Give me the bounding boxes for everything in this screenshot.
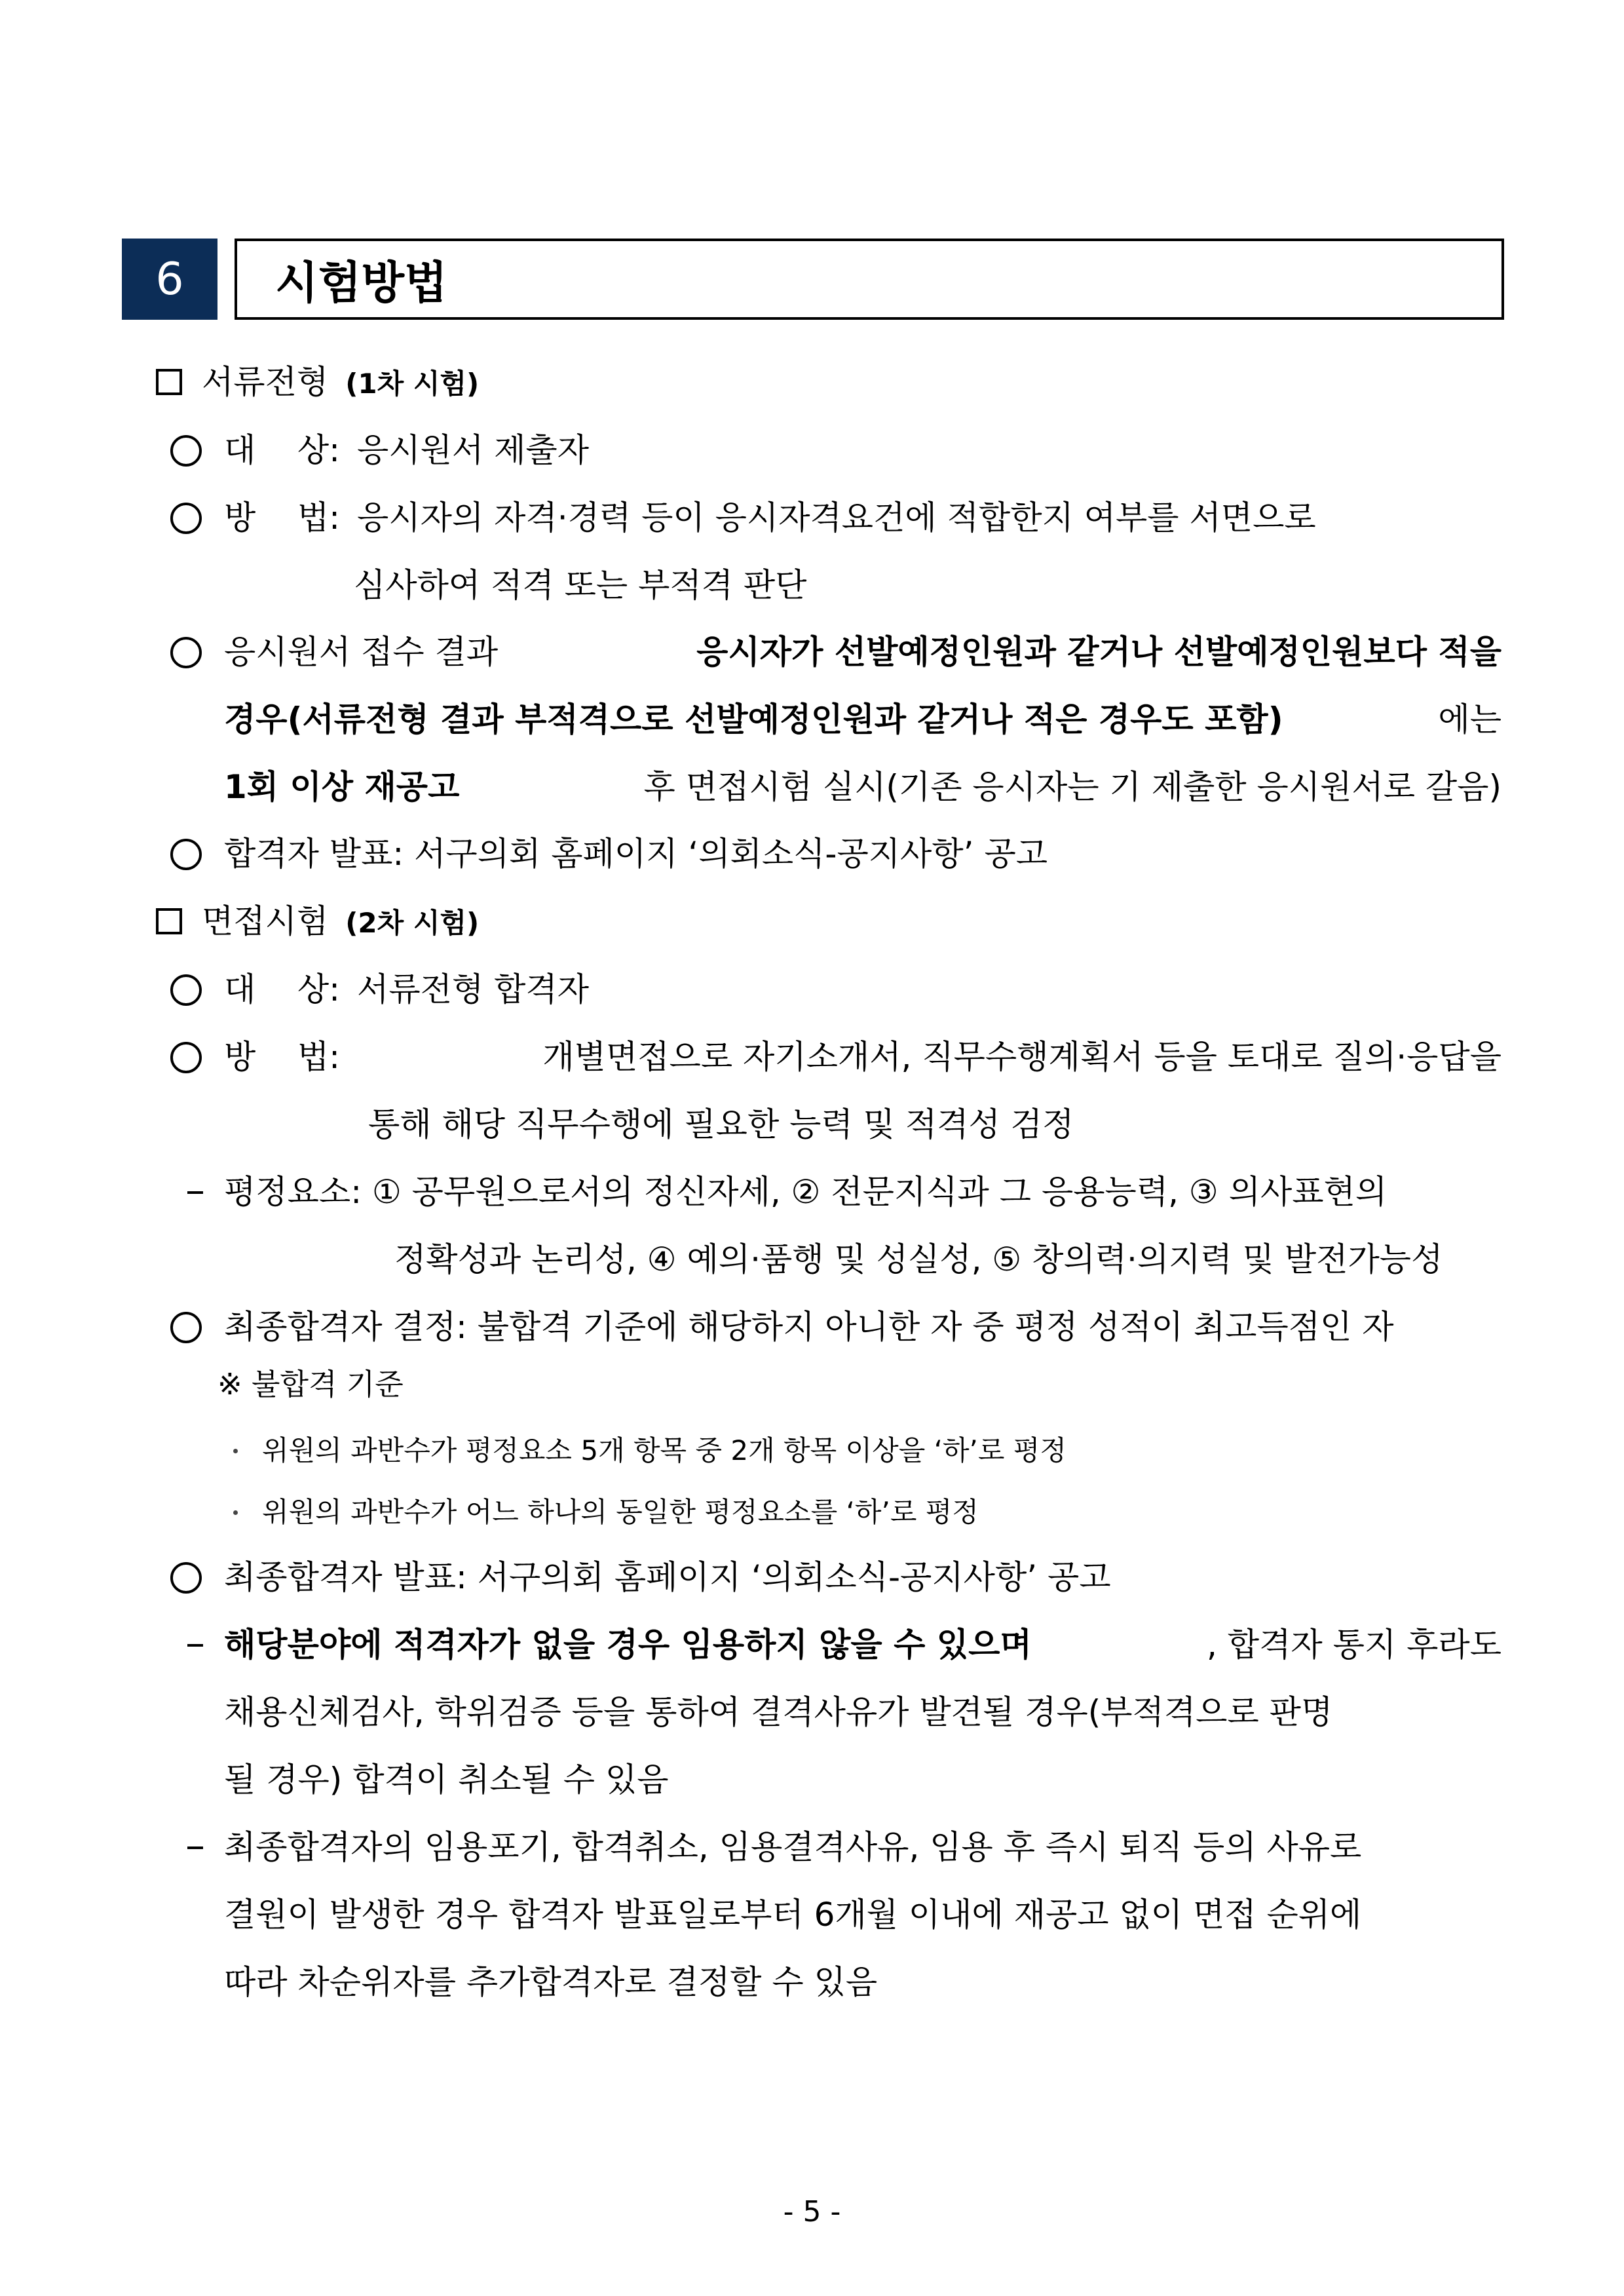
notice-text: 에는	[1438, 700, 1501, 738]
heading-subtext: (1차 시험)	[345, 368, 480, 400]
notice-bold: 경우(서류전형 결과 부적격으로 선발예정인원과 같거나 적은 경우도 포함)	[224, 700, 1283, 738]
method-value-cont: 통해 해당 직무수행에 필요한 능력 및 적격성 검정	[368, 1105, 1074, 1143]
final-decision-item: 최종합격자 결정: 불합격 기준에 해당하지 아니한 자 중 평정 성적이 최고득점인 자	[224, 1308, 1394, 1346]
page-number: - 5 -	[783, 2195, 841, 2229]
method-value: 응시자의 자격·경력 등이 응시자격요건에 적합한지 여부를 서면으로	[357, 499, 1316, 537]
circle-bullet-icon	[170, 435, 202, 467]
note-bold: 해당분야에 적격자가 없을 경우 임용하지 않을 수 있으며	[224, 1626, 1032, 1664]
heading-text: 서류전형	[202, 363, 329, 401]
note-1-line-1	[224, 1622, 1501, 1668]
note-text: , 합격자 통지 후라도	[1207, 1626, 1501, 1664]
method-value: 개별면접으로 자기소개서, 직무수행계획서 등을 토대로 질의·응답을	[542, 1038, 1501, 1076]
fail-criteria-title: ※ 불합격 기준	[217, 1367, 404, 1402]
circle-bullet-icon	[170, 839, 202, 870]
final-announce-item: 최종합격자 발표: 서구의회 홈페이지 ‘의회소식-공지사항’ 공고	[224, 1558, 1111, 1596]
circle-bullet-icon	[170, 1562, 202, 1594]
subsection-heading-document-screening	[202, 359, 479, 407]
target-item	[224, 427, 589, 473]
square-bullet-icon	[156, 908, 182, 934]
notice-line-2	[224, 697, 1501, 742]
target-value: 서류전형 합격자	[357, 970, 590, 1008]
fail-criteria-2: 위원의 과반수가 어느 하나의 동일한 평정요소를 ‘하’로 평정	[262, 1496, 979, 1528]
method-item	[224, 495, 1316, 541]
method-item	[224, 1034, 1501, 1080]
announce-item: 합격자 발표: 서구의회 홈페이지 ‘의회소식-공지사항’ 공고	[224, 835, 1048, 873]
circle-bullet-icon	[170, 1042, 202, 1073]
method-value-cont: 심사하여 적격 또는 부적격 판단	[354, 566, 807, 604]
notice-line-1	[224, 629, 1501, 675]
dash-bullet-icon	[187, 1191, 203, 1194]
note-2-line-2: 결원이 발생한 경우 합격자 발표일로부터 6개월 이내에 재공고 없이 면접 순위에	[224, 1896, 1362, 1934]
method-label: 방 법:	[224, 499, 341, 537]
dot-bullet-icon	[233, 1510, 238, 1515]
note-2-line-1: 최종합격자의 임용포기, 합격취소, 임용결격사유, 임용 후 즉시 퇴직 등의 사유로	[224, 1828, 1362, 1866]
section-title: 시험방법	[235, 239, 1504, 320]
heading-subtext: (2차 시험)	[345, 907, 480, 939]
dash-bullet-icon	[187, 1846, 203, 1849]
notice-bold: 응시자가 선발예정인원과 같거나 선발예정인원보다 적을	[696, 633, 1501, 671]
note-2-line-3: 따라 차순위자를 추가합격자로 결정할 수 있음	[224, 1963, 878, 2001]
evaluation-factors-cont: 정확성과 논리성, ④ 예의·품행 및 성실성, ⑤ 창의력·의지력 및 발전가능성	[394, 1240, 1443, 1278]
notice-line-3	[224, 764, 1501, 810]
notice-text: 응시원서 접수 결과	[224, 633, 499, 671]
dash-bullet-icon	[187, 1644, 203, 1647]
subsection-heading-interview	[202, 898, 479, 946]
fail-criteria-1: 위원의 과반수가 평정요소 5개 항목 중 2개 항목 이상을 ‘하’로 평정	[262, 1434, 1067, 1466]
circle-bullet-icon	[170, 974, 202, 1006]
evaluation-factors: 평정요소: ① 공무원으로서의 정신자세, ② 전문지식과 그 응용능력, ③ 의사표현의	[224, 1173, 1388, 1211]
circle-bullet-icon	[170, 503, 202, 534]
target-value: 응시원서 제출자	[357, 431, 590, 469]
heading-text: 면접시험	[202, 902, 329, 940]
square-bullet-icon	[156, 369, 182, 395]
notice-text: 후 면접시험 실시(기존 응시자는 기 제출한 응시원서로 갈음)	[643, 768, 1501, 806]
target-label: 대 상:	[224, 431, 341, 469]
note-1-line-3: 될 경우) 합격이 취소될 수 있음	[224, 1761, 669, 1799]
method-label: 방 법:	[224, 1038, 341, 1076]
circle-bullet-icon	[170, 1312, 202, 1343]
notice-bold: 1회 이상 재공고	[224, 768, 460, 806]
circle-bullet-icon	[170, 637, 202, 668]
dot-bullet-icon	[233, 1449, 238, 1453]
target-item	[224, 966, 589, 1012]
target-label: 대 상:	[224, 970, 341, 1008]
section-number: 6	[122, 239, 217, 320]
note-1-line-2: 채용신체검사, 학위검증 등을 통하여 결격사유가 발견될 경우(부적격으로 판명	[224, 1693, 1333, 1731]
